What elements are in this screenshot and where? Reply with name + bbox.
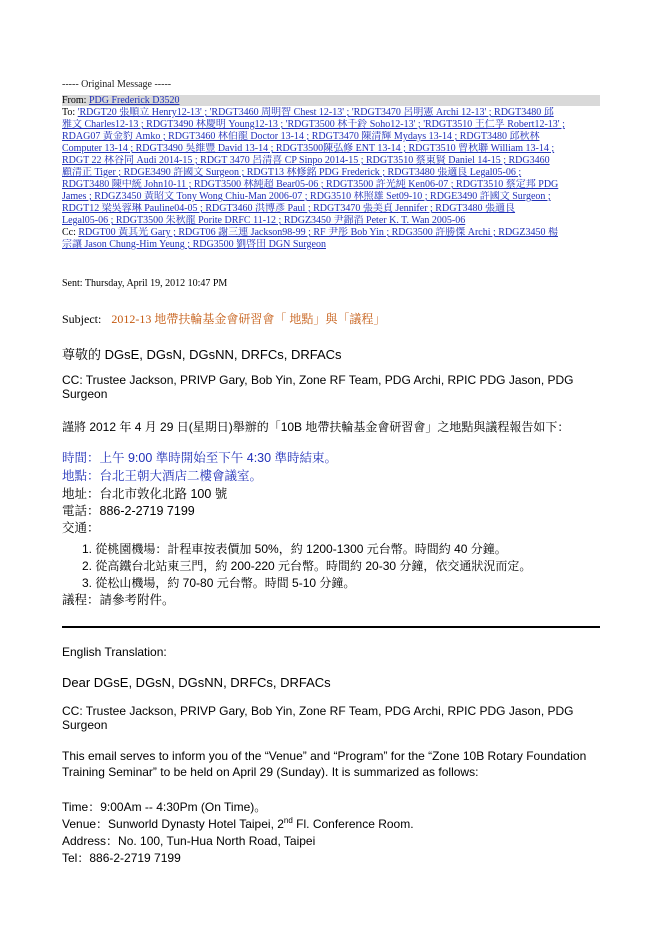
to-recipients-line[interactable]: RDGT3480 陳中統 John10-11 ; RDGT3500 林純超 Bear05-06 ; RDGT3500 許光純 Ken06-07 ; RDGT3510 蔡定邦 PDG [62, 179, 559, 190]
subject-value: 2012-13 地帶扶輪基金會研習會「 地點」與「議程」 [111, 312, 386, 326]
chinese-program: 議程：請參考附件。 [62, 593, 175, 607]
sent-row [62, 278, 602, 289]
english-venue [62, 815, 602, 832]
sent-value: Thursday, April 19, 2012 10:47 PM [84, 278, 228, 289]
from-row [62, 95, 600, 106]
english-intro: This email serves to inform you of the “Venue” and “Program” for the “Zone 10B Rotary Foundation Training Seminar” to be held on April 29 (Sunday). It is summarized as follows: [62, 749, 587, 779]
to-recipients-line[interactable]: RDGT12 梁吳蓉琳 Pauline04-05 ; RDGT3460 洪博彥 Paul ; RDGT3470 張美貞 Jennifer ; RDGT3480 張適良 [62, 203, 516, 214]
from-label: From: [62, 95, 87, 106]
to-label: To: [62, 107, 76, 118]
cc-recipients-line[interactable]: 宗讓 Jason Chung-Him Yeung ; RDG3500 劉啓田 DGN Surgeon [62, 239, 326, 250]
english-tel: Tel：886-2-2719 7199 [62, 851, 181, 865]
english-venue-ordinal: nd [283, 816, 293, 825]
subject-label: Subject: [62, 312, 102, 326]
transport-item: 2. 從高鐵台北站東三門，約 200-220 元台幣。時間約 20-30 分鐘，依交通狀況而定。 [82, 559, 532, 573]
to-recipients-line[interactable]: RDAG07 黃金豹 Amko ; RDGT3460 林伯龍 Doctor 13-14 ; RDGT3470 陳清輝 Mydays 13-14 ; RDGT3480 邱秋林 [62, 131, 540, 142]
subject-row [62, 310, 602, 327]
cc-recipients-line[interactable]: RDGT00 黃其光 Gary ; RDGT06 謝三連 Jackson98-99 ; RF 尹彤 Bob Yin ; RDG3500 許勝傑 Archi ; RDGZ3450 楊 [78, 227, 559, 238]
to-recipients-line[interactable]: RDGT 22 林谷同 Audi 2014-15 ; RDGT 3470 呂清喜 CP Sinpo 2014-15 ; RDGT3510 蔡東賢 Daniel 14-15 ; RDG3460 [62, 155, 550, 166]
chinese-greeting: 尊敬的 DGsE, DGsN, DGsNN, DRFCs, DRFACs [62, 347, 342, 362]
from-sender-link[interactable]: PDG Frederick D3520 [88, 95, 180, 106]
cc-label: Cc: [62, 227, 76, 238]
to-recipients-line[interactable]: Legal05-06 ; RDGT3500 朱秋龍 Porite DRFC 11-12 ; RDGZ3450 尹錦滔 Peter K. T. Wan 2005-06 [62, 215, 466, 226]
chinese-intro: 謹將 2012 年 4 月 29 日(星期日)舉辦的「10B 地帶扶輪基金會研習會」之地點與議程報告如下： [62, 420, 570, 434]
english-address: Address：No. 100, Tun-Hua North Road, Taipei [62, 834, 316, 848]
chinese-cc-line: CC: Trustee Jackson, PRIVP Gary, Bob Yin, Zone RF Team, PDG Archi, RPIC PDG Jason, PDG Surgeon [62, 373, 574, 401]
chinese-transport-label: 交通： [62, 521, 100, 535]
sent-label: Sent: [62, 278, 83, 289]
english-venue-suffix: Fl. Conference Room. [292, 817, 414, 831]
to-recipients-line[interactable]: Computer 13-14 ; RDGT3490 吳維豐 David 13-14 ; RDGT3500陳弘修 ENT 13-14 ; RDGT3510 曾秋聯 William 13-14 ; [62, 143, 555, 154]
original-message-header: ----- Original Message ----- [62, 79, 172, 90]
to-recipients-line[interactable]: 雅文 Charles12-13 ; RDGT3490 林慶明 Young12-13 ; 'RDGT3500 林千鈴 Soho12-13' ; 'RDGT3510 王仁孚 Robert12-13' ; [62, 119, 565, 130]
transport-item: 3. 從松山機場，約 70-80 元台幣。時間 5-10 分鐘。 [82, 576, 356, 590]
to-recipients-line[interactable]: 顧清正 Tiger ; RDGE3490 許國文 Surgeon ; RDGT13 林修銘 PDG Frederick ; RDGT3480 張適良 Legal05-06 ; [62, 167, 522, 178]
chinese-time: 時間：上午 9:00 準時開始至下午 4:30 準時結束。 [62, 451, 338, 465]
chinese-address: 地址：台北市敦化北路 100 號 [62, 487, 228, 501]
english-translation-title: English Translation: [62, 645, 167, 659]
chinese-venue: 地點：台北王朝大酒店二樓會議室。 [62, 469, 263, 483]
to-recipients-line[interactable]: 'RDGT20 張順立 Henry12-13' ; 'RDGT3460 周明智 Chest 12-13' ; 'RDGT3470 呂明憲 Archi 12-13' ; RDGT3480 邱 [77, 107, 554, 118]
transport-item: 1. 從桃園機場：計程車按表價加 50%，約 1200-1300 元台幣。時間約 40 分鐘。 [82, 542, 507, 556]
english-greeting: Dear DGsE, DGsN, DGsNN, DRFCs, DRFACs [62, 675, 331, 690]
english-cc-line: CC: Trustee Jackson, PRIVP Gary, Bob Yin, Zone RF Team, PDG Archi, RPIC PDG Jason, PDG Surgeon [62, 704, 574, 732]
english-time: Time：9:00Am -- 4:30Pm (On Time)。 [62, 800, 267, 814]
english-venue-text: Venue：Sunworld Dynasty Hotel Taipei, 2 [62, 817, 284, 831]
to-recipients-line[interactable]: James ; RDGZ3450 黃昭文 Tony Wong Chiu-Man 2006-07 ; RDG3510 林照雄 Set09-10 ; RDGE3490 許國文 Surgeon ; [62, 191, 551, 202]
recipients-block [62, 107, 602, 251]
section-divider [62, 626, 600, 628]
chinese-tel: 電話：886-2-2719 7199 [62, 504, 195, 518]
